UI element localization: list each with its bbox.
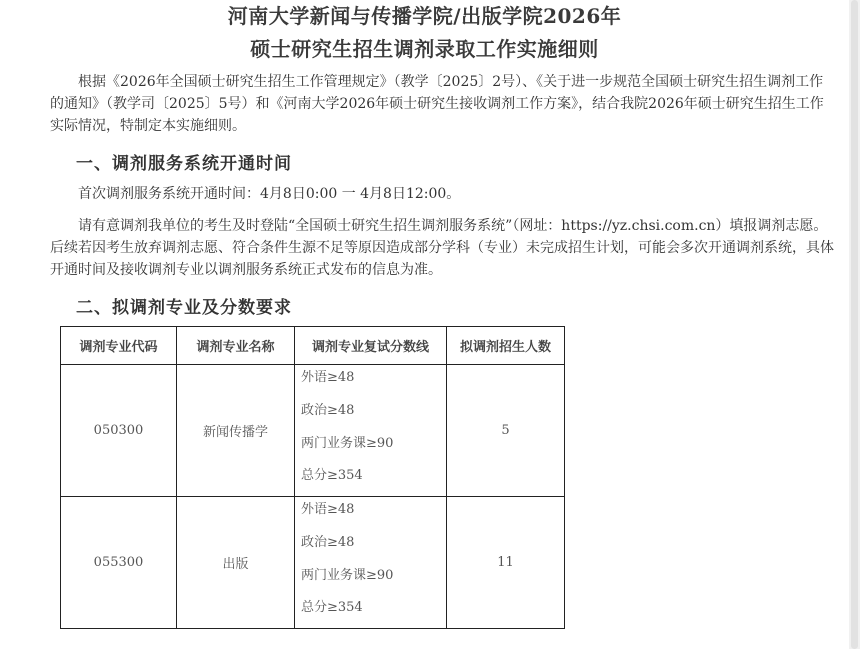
score-requirement: 两门业务课≥90 — [301, 435, 394, 451]
table-header-row — [61, 327, 565, 365]
table-header-cell: 调剂专业复试分数线 — [295, 327, 447, 365]
table-header-cell: 拟调剂招生人数 — [447, 327, 565, 365]
major-name-cell: 新闻传播学 — [177, 365, 295, 497]
score-requirement: 外语≥48 — [301, 502, 355, 517]
quota-cell: 11 — [447, 497, 565, 629]
score-line-cell — [295, 497, 447, 629]
table-row — [61, 497, 565, 629]
adjustment-table — [60, 326, 565, 629]
table-header-cell: 调剂专业名称 — [177, 327, 295, 365]
page-title-line-1: 河南大学新闻与传播学院/出版学院2026年 — [227, 4, 622, 28]
score-requirement: 外语≥48 — [301, 370, 355, 385]
score-requirement: 政治≥48 — [301, 402, 355, 418]
major-code-cell: 050300 — [61, 365, 177, 497]
score-requirement: 总分≥354 — [301, 468, 363, 484]
section-1-heading: 一、调剂服务系统开通时间 — [76, 154, 292, 174]
major-name-cell: 出版 — [177, 497, 295, 629]
section-2-heading: 二、拟调剂专业及分数要求 — [76, 298, 292, 318]
scrollbar-thumb[interactable] — [851, 0, 858, 649]
score-requirement: 政治≥48 — [301, 534, 355, 550]
table-header-cell: 调剂专业代码 — [61, 327, 177, 365]
page-title-line-2: 硕士研究生招生调剂录取工作实施细则 — [250, 37, 599, 61]
major-code-cell: 055300 — [61, 497, 177, 629]
vertical-scrollbar[interactable] — [849, 0, 860, 649]
intro-paragraph: 根据《2026年全国硕士研究生招生工作管理规定》（教学〔2025〕2号）、《关于进一步规范全国硕士研究生招生调剂工作的通知》（教学司〔2025〕5号）和《河南大学2026年硕士研究生接收调剂工作方案》，结合我院2026年硕士研究生招生工作实际情况，特制定本实施细则。 — [50, 74, 824, 134]
quota-cell: 5 — [447, 365, 565, 497]
section-1-paragraph-1: 首次调剂服务系统开通时间：4月8日0:00 一 4月8日12:00。 — [78, 186, 461, 202]
section-1-paragraph-2: 请有意调剂我单位的考生及时登陆“全国硕士研究生招生调剂服务系统”（网址：https://yz.chsi.com.cn）填报调剂志愿。后续若因考生放弃调剂志愿、符合条件生源不足等原因造成部分学科（专业）未完成招生计划，可能会多次开通调剂系统，具体开通时间及接收调剂专业以调剂服务系统正式发布的信息为准。 — [50, 218, 834, 278]
table-row — [61, 365, 565, 497]
score-requirement: 两门业务课≥90 — [301, 567, 394, 583]
score-line-cell — [295, 365, 447, 497]
score-requirement: 总分≥354 — [301, 600, 363, 616]
